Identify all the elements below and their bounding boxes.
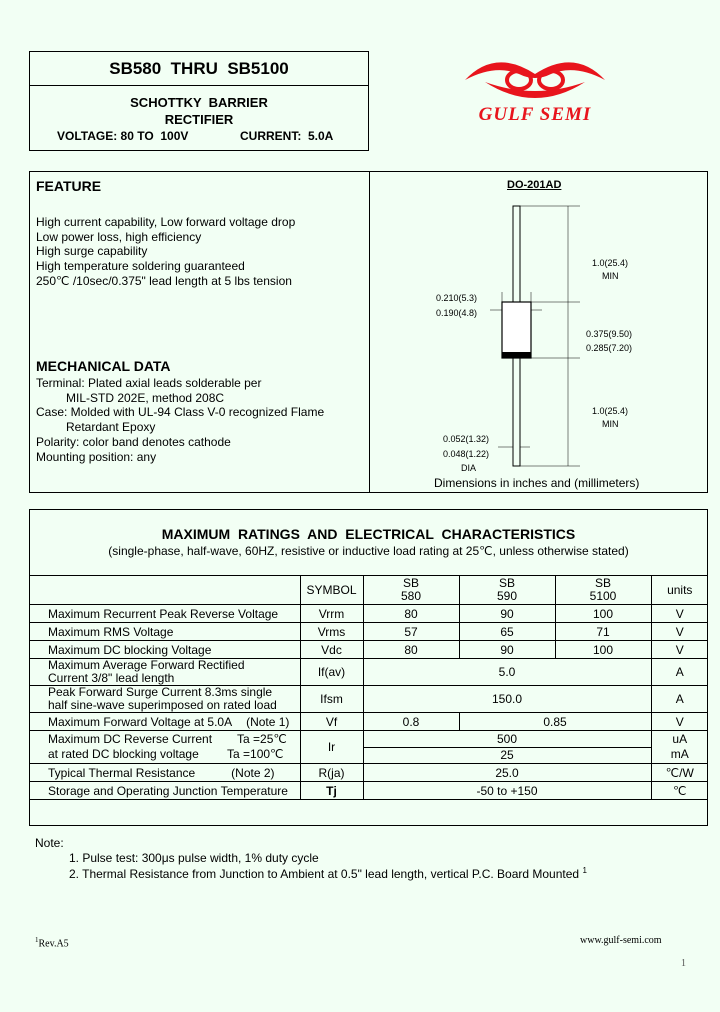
- lead-length-top: 1.0(25.4): [592, 258, 629, 268]
- header-info-box: [29, 85, 369, 151]
- lead-diameter-min: 0.048(1.22): [443, 449, 490, 459]
- param-cell: [29, 659, 300, 686]
- feature-item: High temperature soldering guaranteed: [36, 259, 245, 274]
- feature-list: [36, 215, 295, 289]
- param-line: Maximum DC Reverse Current: [48, 732, 213, 746]
- ratings-title: MAXIMUM RATINGS AND ELECTRICAL CHARACTERISTICS: [161, 526, 576, 542]
- diameter-label: DIA: [461, 463, 477, 473]
- param-cell: [29, 764, 300, 782]
- value-cell: 90: [459, 641, 555, 659]
- value-cell: 5.0: [363, 659, 651, 686]
- unit-line: uA: [672, 732, 688, 746]
- header-sb580: [363, 576, 459, 605]
- symbol-cell: Vf: [300, 713, 363, 731]
- value-cell: 100: [555, 605, 651, 623]
- mechanical-line: Polarity: color band denotes cathode: [36, 434, 231, 449]
- note-ref: (Note 1): [246, 714, 290, 729]
- mechanical-list: [36, 376, 366, 464]
- feature-item: Low power loss, high efficiency: [36, 229, 202, 244]
- mechanical-heading: MECHANICAL DATA: [36, 358, 171, 374]
- device-type-line2: RECTIFIER: [164, 112, 234, 127]
- value-cell: -50 to +150: [363, 782, 651, 800]
- feature-item: 250℃ /10sec/0.375" lead length at 5 lbs tension: [36, 273, 292, 288]
- lead-length-top-min: MIN: [602, 271, 619, 281]
- value-cell: 90: [459, 605, 555, 623]
- condition-text: Ta =25℃: [237, 732, 287, 746]
- header-symbol: SYMBOL: [300, 576, 363, 605]
- ratings-subtitle: (single-phase, half-wave, 60HZ, resistive or inductive load rating at 25℃, unless otherwise stated): [108, 544, 629, 558]
- lead-length-bottom-min: MIN: [602, 419, 619, 429]
- value-line: 25: [500, 747, 514, 762]
- revision: [35, 936, 69, 949]
- unit-cell: [651, 731, 708, 764]
- table-row: [29, 659, 708, 686]
- mechanical-line: Mounting position: any: [36, 449, 157, 464]
- unit-cell: V: [651, 713, 708, 731]
- logo-text: GULF SEMI: [478, 104, 592, 125]
- feature-panel: [29, 171, 370, 493]
- package-outline-drawing: [370, 172, 709, 494]
- header-sb5100-b: 5100: [589, 589, 617, 603]
- table-row: [29, 686, 708, 713]
- symbol-cell: Ifsm: [300, 686, 363, 713]
- body-diameter-min: 0.190(4.8): [436, 308, 478, 318]
- device-type-line1: SCHOTTKY BARRIER: [130, 95, 268, 110]
- voltage-rating: VOLTAGE: 80 TO 100V: [57, 129, 189, 143]
- value-cell: 25.0: [363, 764, 651, 782]
- table-row: [29, 623, 708, 641]
- mechanical-line: MIL-STD 202E, method 208C: [66, 390, 225, 405]
- header-sb580-b: 580: [400, 589, 422, 603]
- unit-line: mA: [670, 747, 689, 761]
- mechanical-line: Terminal: Plated axial leads solderable per: [36, 376, 262, 390]
- symbol-cell: Ir: [300, 731, 363, 764]
- unit-cell: ℃/W: [651, 764, 708, 782]
- header-param-cell: [29, 576, 300, 605]
- value-cell: 0.8: [363, 713, 459, 731]
- page-number: 1: [681, 958, 686, 969]
- current-rating: CURRENT: 5.0A: [240, 129, 334, 143]
- notes-heading: Note:: [35, 836, 64, 850]
- condition-text: Ta =100℃: [227, 747, 284, 761]
- param-cell: Maximum Recurrent Peak Reverse Voltage: [29, 605, 300, 623]
- value-cell: 65: [459, 623, 555, 641]
- ratings-table: [29, 575, 708, 800]
- note-ref: (Note 2): [231, 765, 275, 780]
- header-sb590: [459, 576, 555, 605]
- param-cell: Maximum RMS Voltage: [29, 623, 300, 641]
- param-line: at rated DC blocking voltage: [48, 747, 199, 761]
- table-row: [29, 605, 708, 623]
- part-number-title: SB580 THRU SB5100: [109, 59, 289, 78]
- unit-cell: A: [651, 659, 708, 686]
- value-cell: 80: [363, 641, 459, 659]
- symbol-cell: Vrrm: [300, 605, 363, 623]
- table-row: [29, 641, 708, 659]
- body-length-max: 0.375(9.50): [586, 329, 633, 339]
- param-line: half sine-wave superimposed on rated load: [48, 698, 277, 712]
- unit-cell: V: [651, 641, 708, 659]
- header-sb590-a: SB: [498, 576, 515, 590]
- param-line: Peak Forward Surge Current 8.3ms single: [48, 685, 273, 699]
- package-name: DO-201AD: [507, 179, 562, 191]
- table-row: [29, 731, 708, 764]
- feature-item: High surge capability: [36, 244, 148, 259]
- mechanical-line: Case: Molded with UL-94 Class V-0 recognized Flame: [36, 405, 325, 420]
- lead-diameter-max: 0.052(1.32): [443, 434, 490, 444]
- value-cell: 0.85: [459, 713, 651, 731]
- value-cell: 71: [555, 623, 651, 641]
- value-cell: 150.0: [363, 686, 651, 713]
- body-diameter-max: 0.210(5.3): [436, 293, 478, 303]
- mechanical-line: Retardant Epoxy: [66, 420, 156, 435]
- value-cell: 100: [555, 641, 651, 659]
- lead-length-bottom: 1.0(25.4): [592, 406, 629, 416]
- header-sb590-b: 590: [496, 589, 518, 603]
- param-text: Maximum Forward Voltage at 5.0A: [48, 714, 233, 729]
- note-2-text: 2. Thermal Resistance from Junction to Ambient at 0.5" lead length, vertical P.C. Board Mounted: [69, 867, 580, 881]
- note-2: [69, 866, 587, 881]
- symbol-cell: Vrms: [300, 623, 363, 641]
- header-title-box: [29, 51, 369, 86]
- table-row: [29, 713, 708, 731]
- unit-cell: ℃: [651, 782, 708, 800]
- header-units: units: [651, 576, 708, 605]
- table-row: [29, 764, 708, 782]
- param-cell: [29, 686, 300, 713]
- param-cell: Storage and Operating Junction Temperature: [29, 782, 300, 800]
- header-sb580-a: SB: [402, 576, 419, 590]
- value-cell: 57: [363, 623, 459, 641]
- revision-text: Rev.A5: [38, 938, 69, 950]
- header-sb5100-a: SB: [594, 576, 611, 590]
- symbol-cell: R(ja): [300, 764, 363, 782]
- feature-item: High current capability, Low forward voltage drop: [36, 215, 296, 229]
- revision-superscript: 1: [35, 936, 39, 944]
- body-length-min: 0.285(7.20): [586, 343, 633, 353]
- param-cell: [29, 731, 300, 764]
- unit-cell: V: [651, 623, 708, 641]
- value-cell: 80: [363, 605, 459, 623]
- feature-heading: FEATURE: [36, 178, 102, 194]
- unit-cell: V: [651, 605, 708, 623]
- unit-cell: A: [651, 686, 708, 713]
- website-url: www.gulf-semi.com: [580, 935, 662, 946]
- note-2-superscript: 1: [582, 866, 587, 875]
- value-line: 500: [364, 732, 651, 748]
- table-row: [29, 782, 708, 800]
- header-sb5100: [555, 576, 651, 605]
- note-1: 1. Pulse test: 300μs pulse width, 1% duty cycle: [69, 851, 319, 865]
- gulf-semi-logo: [455, 52, 615, 132]
- param-cell: [29, 713, 300, 731]
- value-cell: [363, 731, 651, 764]
- symbol-cell: If(av): [300, 659, 363, 686]
- symbol-cell: Vdc: [300, 641, 363, 659]
- symbol-cell: Tj: [300, 782, 363, 800]
- param-line: Maximum Average Forward Rectified: [48, 658, 245, 672]
- param-cell: Maximum DC blocking Voltage: [29, 641, 300, 659]
- dimension-caption: Dimensions in inches and (millimeters): [434, 476, 640, 490]
- table-header-row: [29, 576, 708, 605]
- param-text: Typical Thermal Resistance: [48, 765, 196, 780]
- package-diagram-panel: [369, 171, 708, 493]
- param-line: Current 3/8" lead length: [48, 671, 175, 685]
